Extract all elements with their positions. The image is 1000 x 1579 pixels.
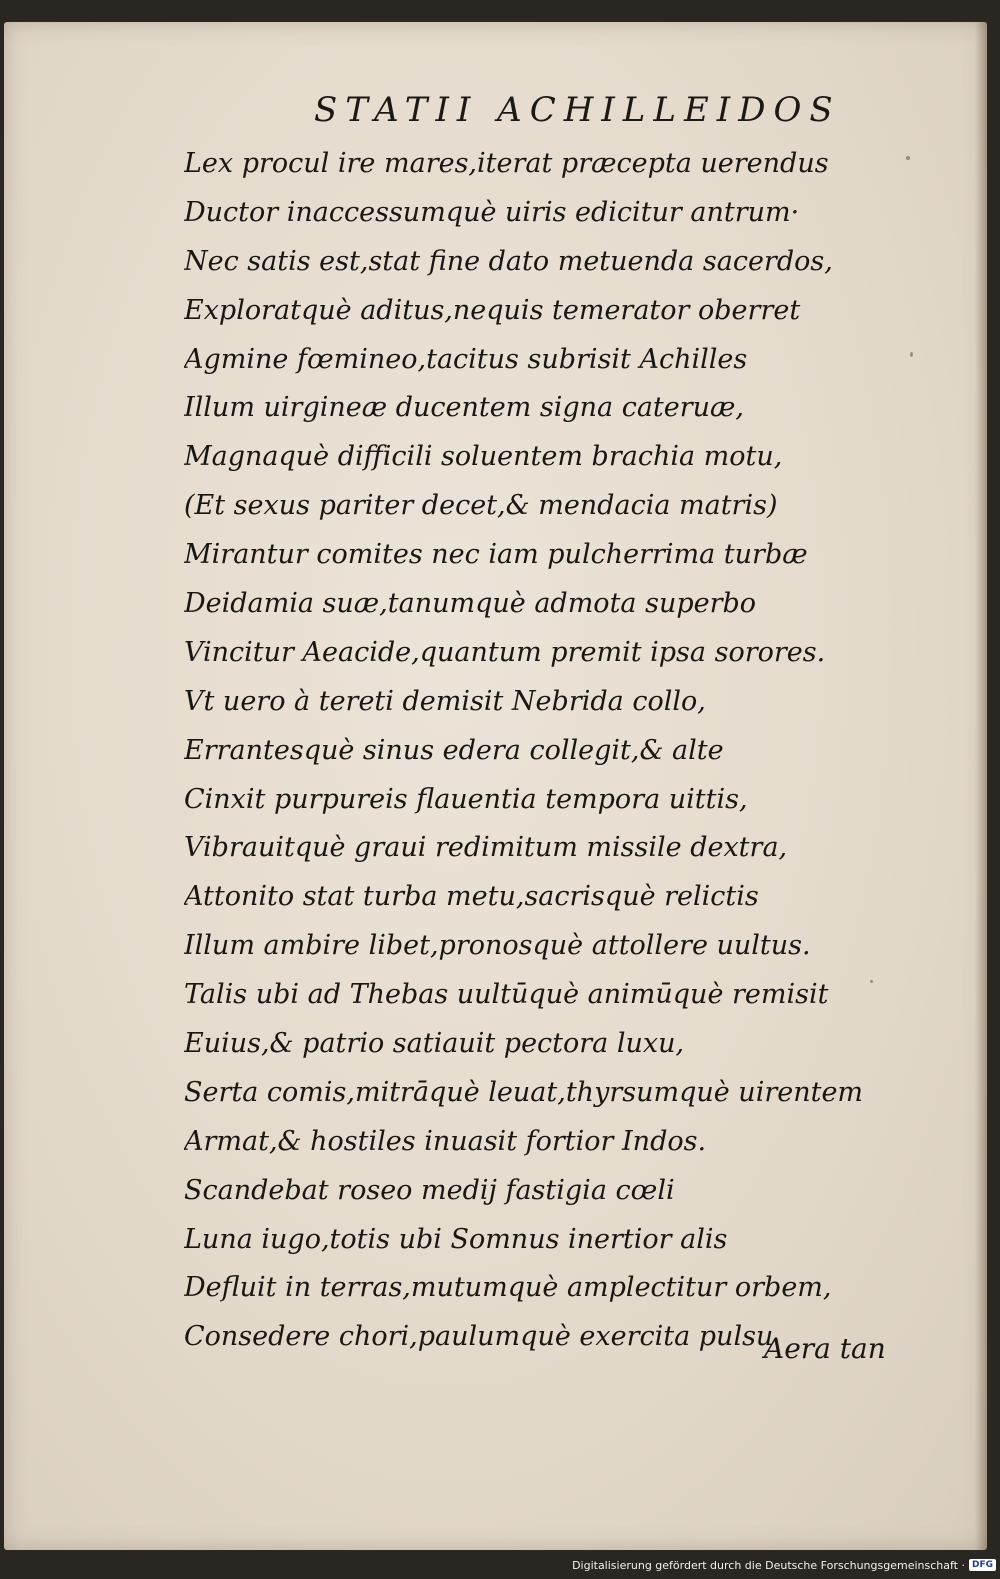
paper-speck	[870, 980, 873, 983]
verse-line: Talis ubi ad Thebas uultūquè animūquè remisit	[184, 979, 829, 1011]
dfg-logo-icon: DFG	[969, 1559, 996, 1571]
verse-line: Illum ambire libet,pronosquè attollere uultus.	[184, 930, 811, 962]
page-edge-shadow	[975, 22, 987, 1550]
verse-line: Serta comis,mitrāquè leuat,thyrsumquè uirentem	[184, 1076, 864, 1108]
paper-speck	[910, 352, 913, 357]
catchword: Aera tan	[764, 1332, 886, 1365]
verse-line: Agmine fœmineo,tacitus subrisit Achilles	[184, 343, 748, 375]
verse-line: Vibrauitquè graui redimitum missile dextra,	[184, 832, 788, 864]
verse-line: Lex procul ire mares,iterat præcepta uerendus	[184, 148, 829, 179]
verse-line: Ductor inaccessumquè uiris edicitur antrum·	[184, 196, 800, 228]
verse-line: Scandebat roseo medij fastigia cœli	[184, 1174, 675, 1206]
book-page	[4, 22, 987, 1550]
verse-line: Consedere chori,paulumquè exercita pulsu	[184, 1321, 774, 1353]
digitization-footer	[572, 1555, 996, 1575]
verse-line: Armat,& hostiles inuasit fortior Indos.	[184, 1125, 707, 1157]
verse-line: Magnaquè difficili soluentem brachia motu,	[184, 441, 783, 473]
verse-line: Nec satis est,stat fine dato metuenda sacerdos,	[184, 245, 833, 277]
verse-line: Mirantur comites nec iam pulcherrima turbæ	[184, 539, 808, 571]
verse-line: Vincitur Aeacide,quantum premit ipsa sorores.	[184, 636, 826, 668]
verse-line: Euius,& patrio satiauit pectora luxu,	[184, 1028, 685, 1060]
verse-line: Luna iugo,totis ubi Somnus inertior alis	[184, 1223, 728, 1255]
verse-line: Cinxit purpureis flauentia tempora uittis,	[184, 783, 748, 815]
verse-line: Attonito stat turba metu,sacrisquè relictis	[184, 881, 759, 913]
paper-speck	[906, 156, 910, 160]
running-head: STATII ACHILLEIDOS	[314, 90, 841, 130]
verse-line: Errantesquè sinus edera collegit,& alte	[184, 734, 724, 766]
verse-line: Vt uero à tereti demisit Nebrida collo,	[184, 685, 706, 717]
verse-line: Exploratquè aditus,nequis temerator oberret	[184, 294, 801, 326]
verse-line: (Et sexus pariter decet,& mendacia matris)	[184, 490, 778, 522]
verse-line: Defluit in terras,mutumquè amplectitur orbem,	[184, 1272, 832, 1304]
verse-line: Deidamia suæ,tanumquè admota superbo	[184, 588, 757, 620]
verse-line: Illum uirgineæ ducentem signa cateruæ,	[184, 392, 745, 424]
verse-block	[184, 140, 924, 1362]
footer-credit: Digitalisierung gefördert durch die Deutsche Forschungsgemeinschaft ·	[572, 1558, 965, 1572]
